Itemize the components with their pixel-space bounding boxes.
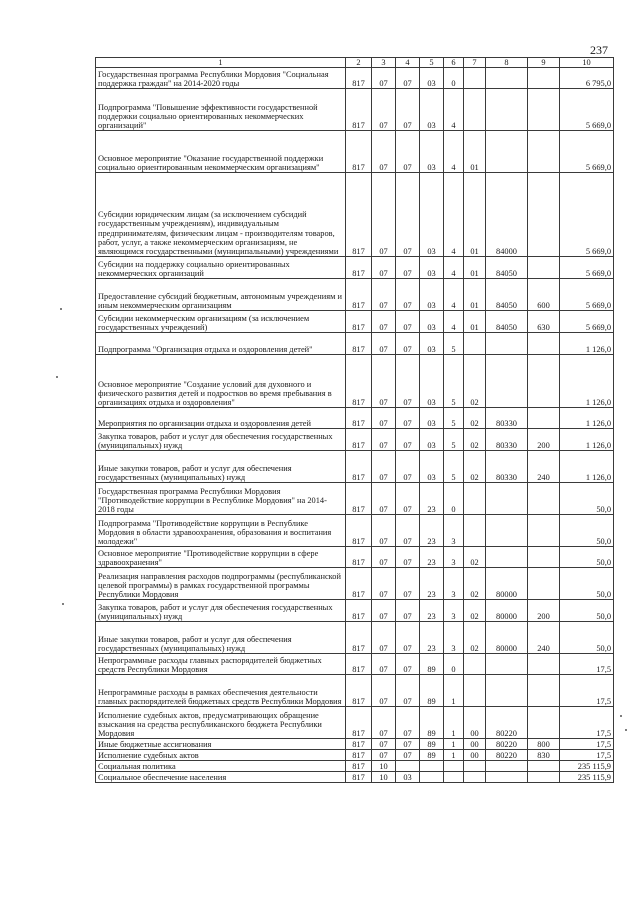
amount-cell: 50,0	[560, 600, 614, 622]
code-cell: 817	[346, 257, 372, 279]
column-header: 10	[560, 58, 614, 68]
amount-cell: 1 126,0	[560, 408, 614, 429]
code-cell: 07	[372, 429, 396, 451]
row-name-cell: Непрограммные расходы в рамках обеспечения деятельности главных распорядителей бюджетных средств Республики Мордовия	[96, 675, 346, 707]
amount-cell: 17,5	[560, 675, 614, 707]
code-cell: 02	[464, 451, 486, 483]
code-cell: 07	[396, 483, 420, 515]
code-cell: 0	[444, 654, 464, 675]
code-cell: 00	[464, 739, 486, 750]
code-cell: 07	[396, 568, 420, 600]
code-cell: 89	[420, 750, 444, 761]
code-cell: 07	[396, 750, 420, 761]
row-name-cell: Подпрограмма "Повышение эффективности государственной поддержки социально ориентированных некоммерческих организаций"	[96, 89, 346, 131]
code-cell: 07	[396, 707, 420, 739]
code-cell: 817	[346, 547, 372, 568]
code-cell	[464, 654, 486, 675]
amount-cell: 235 115,9	[560, 772, 614, 783]
amount-cell: 17,5	[560, 739, 614, 750]
amount-cell: 50,0	[560, 568, 614, 600]
row-name-cell: Исполнение судебных актов	[96, 750, 346, 761]
code-cell: 03	[396, 772, 420, 783]
code-cell: 3	[444, 568, 464, 600]
code-cell: 89	[420, 739, 444, 750]
code-cell: 07	[372, 279, 396, 311]
code-cell: 07	[372, 408, 396, 429]
budget-table	[95, 57, 614, 783]
code-cell: 02	[464, 622, 486, 654]
code-cell: 03	[420, 173, 444, 257]
code-cell: 07	[372, 68, 396, 89]
code-cell	[528, 131, 560, 173]
row-name-cell: Непрограммные расходы главных распорядителей бюджетных средств Республики Мордовия	[96, 654, 346, 675]
code-cell: 07	[372, 707, 396, 739]
table-row	[96, 89, 614, 131]
column-header: 3	[372, 58, 396, 68]
code-cell: 4	[444, 173, 464, 257]
code-cell: 07	[396, 311, 420, 333]
amount-cell: 17,5	[560, 750, 614, 761]
code-cell: 80220	[486, 707, 528, 739]
code-cell: 3	[444, 547, 464, 568]
code-cell: 817	[346, 279, 372, 311]
code-cell: 23	[420, 622, 444, 654]
code-cell: 03	[420, 451, 444, 483]
table-row	[96, 750, 614, 761]
code-cell	[486, 355, 528, 408]
code-cell: 5	[444, 355, 464, 408]
code-cell	[486, 68, 528, 89]
code-cell: 5	[444, 429, 464, 451]
code-cell: 02	[464, 568, 486, 600]
code-cell	[486, 761, 528, 772]
code-cell: 817	[346, 355, 372, 408]
code-cell: 07	[372, 173, 396, 257]
table-row	[96, 568, 614, 600]
code-cell: 01	[464, 257, 486, 279]
column-header: 7	[464, 58, 486, 68]
code-cell: 03	[420, 68, 444, 89]
code-cell: 07	[396, 675, 420, 707]
code-cell: 03	[420, 311, 444, 333]
code-cell	[420, 761, 444, 772]
code-cell: 02	[464, 355, 486, 408]
code-cell: 0	[444, 68, 464, 89]
code-cell: 07	[396, 600, 420, 622]
code-cell: 02	[464, 600, 486, 622]
table-row	[96, 68, 614, 89]
code-cell: 84050	[486, 311, 528, 333]
code-cell: 84000	[486, 173, 528, 257]
code-cell: 01	[464, 279, 486, 311]
row-name-cell: Социальная политика	[96, 761, 346, 772]
table-row	[96, 772, 614, 783]
code-cell	[528, 654, 560, 675]
code-cell: 4	[444, 131, 464, 173]
column-header: 2	[346, 58, 372, 68]
code-cell	[486, 675, 528, 707]
code-cell: 07	[396, 257, 420, 279]
code-cell: 200	[528, 600, 560, 622]
code-cell: 84050	[486, 279, 528, 311]
table-row	[96, 515, 614, 547]
code-cell	[486, 483, 528, 515]
code-cell	[486, 772, 528, 783]
code-cell: 07	[396, 408, 420, 429]
amount-cell: 50,0	[560, 622, 614, 654]
code-cell: 4	[444, 311, 464, 333]
amount-cell: 17,5	[560, 654, 614, 675]
code-cell: 23	[420, 515, 444, 547]
code-cell: 07	[372, 131, 396, 173]
code-cell: 5	[444, 451, 464, 483]
table-row	[96, 451, 614, 483]
column-header: 4	[396, 58, 420, 68]
code-cell: 07	[396, 451, 420, 483]
code-cell	[528, 173, 560, 257]
code-cell: 10	[372, 761, 396, 772]
code-cell	[528, 68, 560, 89]
table-body	[96, 68, 614, 783]
code-cell: 00	[464, 750, 486, 761]
table-row	[96, 654, 614, 675]
code-cell	[486, 89, 528, 131]
row-name-cell: Мероприятия по организации отдыха и оздоровления детей	[96, 408, 346, 429]
code-cell: 03	[420, 279, 444, 311]
code-cell	[528, 408, 560, 429]
row-name-cell: Основное мероприятие "Создание условий для духовного и физического развития детей и подростков во время пребывания в организациях отдыха и оздоровления"	[96, 355, 346, 408]
code-cell: 5	[444, 333, 464, 355]
code-cell	[528, 333, 560, 355]
table-row	[96, 707, 614, 739]
code-cell: 80330	[486, 429, 528, 451]
code-cell: 1	[444, 707, 464, 739]
code-cell: 07	[372, 622, 396, 654]
code-cell: 4	[444, 279, 464, 311]
row-name-cell: Основное мероприятие "Противодействие коррупции в сфере здравоохранения"	[96, 547, 346, 568]
code-cell: 23	[420, 483, 444, 515]
scan-speck	[625, 729, 627, 731]
code-cell: 817	[346, 654, 372, 675]
code-cell: 817	[346, 739, 372, 750]
code-cell: 0	[444, 483, 464, 515]
code-cell: 3	[444, 515, 464, 547]
code-cell: 817	[346, 451, 372, 483]
amount-cell: 1 126,0	[560, 333, 614, 355]
amount-cell: 5 669,0	[560, 257, 614, 279]
code-cell: 80220	[486, 750, 528, 761]
code-cell	[464, 68, 486, 89]
code-cell: 07	[396, 279, 420, 311]
code-cell: 03	[420, 257, 444, 279]
column-header: 9	[528, 58, 560, 68]
code-cell	[444, 772, 464, 783]
code-cell: 80000	[486, 600, 528, 622]
code-cell	[464, 483, 486, 515]
amount-cell: 5 669,0	[560, 311, 614, 333]
amount-cell: 5 669,0	[560, 131, 614, 173]
code-cell	[528, 89, 560, 131]
amount-cell: 1 126,0	[560, 451, 614, 483]
code-cell: 07	[372, 739, 396, 750]
code-cell	[528, 707, 560, 739]
code-cell: 23	[420, 600, 444, 622]
code-cell: 10	[372, 772, 396, 783]
amount-cell: 5 669,0	[560, 279, 614, 311]
code-cell: 1	[444, 739, 464, 750]
amount-cell: 1 126,0	[560, 355, 614, 408]
code-cell: 817	[346, 761, 372, 772]
table-row	[96, 408, 614, 429]
row-name-cell: Иные закупки товаров, работ и услуг для обеспечения государственных (муниципальных) нужд	[96, 451, 346, 483]
row-name-cell: Основное мероприятие "Оказание государственной поддержки социально ориентированным некоммерческим организациям"	[96, 131, 346, 173]
code-cell: 07	[396, 739, 420, 750]
table-row	[96, 131, 614, 173]
amount-cell: 5 669,0	[560, 173, 614, 257]
code-cell	[528, 355, 560, 408]
table-row	[96, 429, 614, 451]
column-header: 6	[444, 58, 464, 68]
code-cell: 817	[346, 131, 372, 173]
code-cell: 817	[346, 568, 372, 600]
code-cell: 80220	[486, 739, 528, 750]
code-cell: 1	[444, 750, 464, 761]
table-row	[96, 675, 614, 707]
amount-cell: 50,0	[560, 515, 614, 547]
code-cell: 80330	[486, 408, 528, 429]
code-cell	[464, 675, 486, 707]
code-cell: 07	[372, 89, 396, 131]
code-cell: 800	[528, 739, 560, 750]
table-row	[96, 547, 614, 568]
row-name-cell: Предоставление субсидий бюджетным, автономным учреждениям и иным некоммерческим организациям	[96, 279, 346, 311]
code-cell: 817	[346, 173, 372, 257]
table-row	[96, 761, 614, 772]
table-row	[96, 739, 614, 750]
row-name-cell: Субсидии юридическим лицам (за исключением субсидий государственным учреждениям), индивидуальным предпринимателям, физическим лицам - производителям товаров, работ, услуг, а также некоммерческим организациям, не являющимся государственными (муниципальными) учреждениями	[96, 173, 346, 257]
code-cell: 07	[396, 173, 420, 257]
column-header: 8	[486, 58, 528, 68]
table-row	[96, 355, 614, 408]
code-cell	[528, 515, 560, 547]
code-cell: 03	[420, 333, 444, 355]
code-cell: 07	[396, 355, 420, 408]
code-cell: 03	[420, 131, 444, 173]
amount-cell: 5 669,0	[560, 89, 614, 131]
code-cell: 80000	[486, 622, 528, 654]
code-cell: 817	[346, 408, 372, 429]
page-number: 237	[590, 43, 608, 57]
code-cell: 817	[346, 772, 372, 783]
code-cell: 817	[346, 675, 372, 707]
code-cell: 80000	[486, 568, 528, 600]
code-cell: 240	[528, 622, 560, 654]
amount-cell: 50,0	[560, 547, 614, 568]
code-cell: 817	[346, 622, 372, 654]
row-name-cell: Реализация направления расходов подпрограммы (республиканской целевой программы) в рамках государственной программы Республики Мордовия	[96, 568, 346, 600]
code-cell: 07	[372, 750, 396, 761]
code-cell	[464, 89, 486, 131]
column-header: 1	[96, 58, 346, 68]
table-row	[96, 333, 614, 355]
code-cell: 07	[396, 89, 420, 131]
code-cell: 600	[528, 279, 560, 311]
code-cell: 07	[372, 333, 396, 355]
code-cell: 03	[420, 429, 444, 451]
code-cell: 02	[464, 429, 486, 451]
row-name-cell: Государственная программа Республики Мордовия "Социальная поддержка граждан" на 2014-2020 годы	[96, 68, 346, 89]
code-cell: 07	[372, 547, 396, 568]
code-cell: 817	[346, 333, 372, 355]
code-cell	[486, 547, 528, 568]
code-cell: 817	[346, 429, 372, 451]
code-cell: 02	[464, 408, 486, 429]
code-cell	[486, 333, 528, 355]
amount-cell: 50,0	[560, 483, 614, 515]
table-row	[96, 173, 614, 257]
code-cell	[528, 772, 560, 783]
row-name-cell: Закупка товаров, работ и услуг для обеспечения государственных (муниципальных) нужд	[96, 429, 346, 451]
code-cell	[464, 761, 486, 772]
code-cell	[528, 547, 560, 568]
code-cell: 07	[372, 515, 396, 547]
code-cell: 07	[372, 257, 396, 279]
code-cell: 200	[528, 429, 560, 451]
amount-cell: 17,5	[560, 707, 614, 739]
row-name-cell: Иные закупки товаров, работ и услуг для обеспечения государственных (муниципальных) нужд	[96, 622, 346, 654]
header-row	[96, 58, 614, 68]
code-cell: 07	[372, 600, 396, 622]
code-cell: 07	[396, 622, 420, 654]
code-cell: 07	[372, 483, 396, 515]
code-cell: 3	[444, 600, 464, 622]
code-cell	[464, 333, 486, 355]
row-name-cell: Подпрограмма "Организация отдыха и оздоровления детей"	[96, 333, 346, 355]
code-cell: 03	[420, 89, 444, 131]
table-row	[96, 279, 614, 311]
table-row	[96, 257, 614, 279]
code-cell: 02	[464, 547, 486, 568]
row-name-cell: Исполнение судебных актов, предусматривающих обращение взыскания на средства республиканского бюджета Республики Мордовия	[96, 707, 346, 739]
code-cell	[464, 515, 486, 547]
row-name-cell: Иные бюджетные ассигнования	[96, 739, 346, 750]
table-row	[96, 311, 614, 333]
code-cell: 4	[444, 257, 464, 279]
scan-speck	[620, 715, 622, 717]
row-name-cell: Субсидии на поддержку социально ориентированных некоммерческих организаций	[96, 257, 346, 279]
amount-cell: 235 115,9	[560, 761, 614, 772]
row-name-cell: Государственная программа Республики Мордовия "Противодействие коррупции в Республике Мордовия" на 2014-2018 годы	[96, 483, 346, 515]
code-cell: 89	[420, 654, 444, 675]
code-cell	[528, 257, 560, 279]
scan-speck	[62, 603, 64, 605]
amount-cell: 6 795,0	[560, 68, 614, 89]
amount-cell: 1 126,0	[560, 429, 614, 451]
code-cell: 23	[420, 568, 444, 600]
code-cell: 817	[346, 750, 372, 761]
code-cell	[444, 761, 464, 772]
code-cell: 07	[396, 333, 420, 355]
code-cell	[528, 483, 560, 515]
code-cell: 5	[444, 408, 464, 429]
code-cell: 84050	[486, 257, 528, 279]
code-cell: 830	[528, 750, 560, 761]
code-cell: 630	[528, 311, 560, 333]
code-cell: 07	[372, 451, 396, 483]
code-cell	[486, 654, 528, 675]
code-cell: 03	[420, 408, 444, 429]
code-cell: 89	[420, 675, 444, 707]
scan-speck	[56, 376, 58, 378]
row-name-cell: Подпрограмма "Противодействие коррупции в Республике Мордовия в области здравоохранения, образования и воспитания молодежи"	[96, 515, 346, 547]
code-cell: 817	[346, 515, 372, 547]
code-cell: 1	[444, 675, 464, 707]
row-name-cell: Закупка товаров, работ и услуг для обеспечения государственных (муниципальных) нужд	[96, 600, 346, 622]
row-name-cell: Социальное обеспечение населения	[96, 772, 346, 783]
code-cell: 23	[420, 547, 444, 568]
code-cell: 817	[346, 311, 372, 333]
code-cell: 07	[396, 515, 420, 547]
code-cell	[528, 568, 560, 600]
code-cell: 817	[346, 707, 372, 739]
code-cell: 07	[372, 654, 396, 675]
row-name-cell: Субсидии некоммерческим организациям (за исключением государственных учреждений)	[96, 311, 346, 333]
table-row	[96, 483, 614, 515]
table-row	[96, 600, 614, 622]
code-cell: 03	[420, 355, 444, 408]
code-cell: 07	[372, 355, 396, 408]
code-cell	[486, 515, 528, 547]
code-cell	[420, 772, 444, 783]
code-cell	[464, 772, 486, 783]
column-header: 5	[420, 58, 444, 68]
code-cell: 07	[396, 68, 420, 89]
code-cell: 3	[444, 622, 464, 654]
code-cell: 07	[396, 654, 420, 675]
code-cell: 07	[372, 311, 396, 333]
code-cell	[486, 131, 528, 173]
code-cell: 89	[420, 707, 444, 739]
code-cell: 00	[464, 707, 486, 739]
scan-speck	[60, 308, 62, 310]
code-cell: 80330	[486, 451, 528, 483]
code-cell: 07	[396, 131, 420, 173]
code-cell	[528, 761, 560, 772]
code-cell: 240	[528, 451, 560, 483]
code-cell	[396, 761, 420, 772]
code-cell: 817	[346, 483, 372, 515]
table-row	[96, 622, 614, 654]
code-cell: 01	[464, 311, 486, 333]
code-cell: 01	[464, 131, 486, 173]
code-cell: 07	[396, 547, 420, 568]
code-cell: 817	[346, 89, 372, 131]
code-cell: 01	[464, 173, 486, 257]
code-cell: 817	[346, 600, 372, 622]
code-cell: 07	[372, 568, 396, 600]
code-cell: 07	[372, 675, 396, 707]
code-cell	[528, 675, 560, 707]
code-cell: 4	[444, 89, 464, 131]
code-cell: 07	[396, 429, 420, 451]
code-cell: 817	[346, 68, 372, 89]
